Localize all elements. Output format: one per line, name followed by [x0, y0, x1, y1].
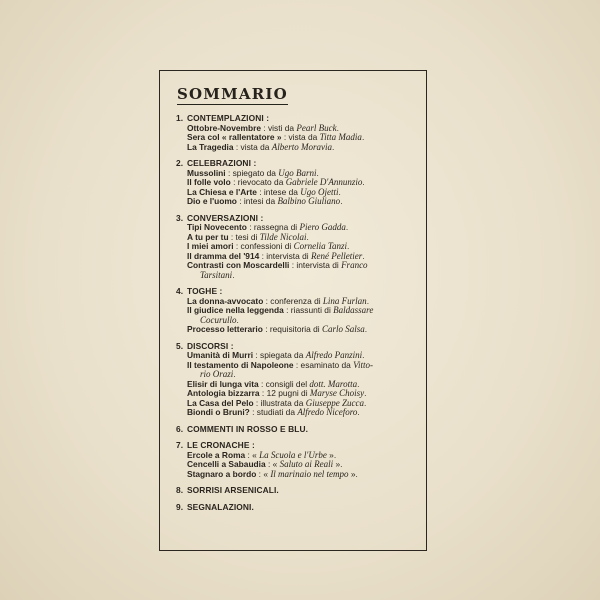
- entry-end: ».: [348, 468, 358, 479]
- entry-title: La Casa del Pelo: [187, 397, 254, 408]
- entry-title: A tu per tu: [187, 231, 229, 242]
- entry-author: Alfredo Niceforo: [297, 407, 358, 417]
- entry-text: : vista da: [281, 132, 320, 142]
- entry-author: René Pelletier: [310, 250, 363, 261]
- entry-text: : intervista di: [289, 260, 342, 270]
- entry-end: .: [233, 369, 236, 379]
- entry-title: Sera col « rallentatore »: [187, 132, 282, 142]
- entry-text: : esaminato da: [293, 359, 354, 370]
- toc-section: [176, 441, 422, 479]
- page-title: SOMMARIO: [177, 85, 288, 103]
- entry-text: : conferenza di: [263, 295, 323, 306]
- toc-entry: [187, 197, 422, 207]
- entry-author: Cocurullo: [200, 314, 237, 325]
- entry-title: Ottobre-Novembre: [187, 122, 261, 133]
- entry-title: Il testamento di Napoleone: [187, 359, 294, 370]
- entry-author: Balbino Giuliano: [277, 196, 341, 206]
- section-number: 6.: [176, 423, 184, 434]
- entry-end: .: [316, 167, 319, 178]
- entry-title: Elisir di lunga vita: [187, 378, 259, 389]
- toc-entry: [187, 325, 422, 335]
- section-items: [187, 297, 422, 335]
- entry-end: .: [340, 196, 343, 206]
- toc-section: [176, 159, 422, 207]
- entry-end: .: [236, 314, 239, 325]
- entry-end: ».: [333, 459, 343, 469]
- entry-end: .: [331, 141, 335, 152]
- entry-author: Franco: [341, 260, 368, 270]
- section-title: CELEBRAZIONI :: [187, 158, 257, 168]
- entry-author: rio Orazi: [200, 369, 234, 379]
- entry-text: : spiegato da: [225, 167, 279, 178]
- entry-author: Saluto ai Reali: [279, 459, 334, 469]
- entry-title: Umanità di Murri: [187, 350, 254, 360]
- section-heading: [176, 425, 422, 435]
- entry-author: Alberto Moravia: [271, 141, 332, 152]
- section-number: 2.: [176, 158, 184, 168]
- entry-title: Mussolini: [187, 167, 226, 178]
- entry-author: Gabriele D'Annunzio: [285, 177, 363, 187]
- entry-end: .: [357, 378, 360, 389]
- section-items: [187, 169, 422, 207]
- entry-text: : tesi di: [228, 231, 260, 242]
- entry-author: Carlo Salsa: [322, 324, 365, 334]
- section-title: CONVERSAZIONI :: [187, 212, 264, 223]
- entry-author: Titta Madia: [319, 132, 362, 142]
- entry-title: La Tragedia: [187, 141, 234, 152]
- entry-title: Contrasti con Moscardelli: [187, 260, 290, 270]
- toc-section: [176, 486, 422, 496]
- toc-section: [176, 214, 422, 281]
- toc-entry: [187, 408, 422, 418]
- section-number: 8.: [176, 485, 184, 495]
- entry-text: : consigli del: [258, 378, 310, 389]
- section-number: 1.: [176, 113, 184, 123]
- entry-author: Cornelia Tanzi: [293, 241, 348, 251]
- section-number: 7.: [176, 440, 184, 450]
- entry-text: : visti da: [261, 122, 297, 133]
- entry-title: Il dramma del '914: [187, 250, 260, 261]
- entry-author: Ugo Ojetti: [300, 186, 339, 197]
- section-title: DISCORSI :: [187, 340, 234, 351]
- entry-title: La Chiesa e l'Arte: [187, 186, 257, 197]
- entry-text: : vista da: [233, 141, 272, 152]
- toc-section: [176, 342, 422, 418]
- entry-end: .: [232, 269, 235, 280]
- entry-end: .: [345, 222, 349, 232]
- entry-author: Lina Furlan: [322, 295, 367, 306]
- section-number: 4.: [176, 286, 184, 296]
- entry-end: .: [347, 241, 350, 251]
- entry-title: I miei amori: [187, 241, 234, 251]
- entry-text: : spiegata da: [253, 350, 306, 360]
- entry-end: .: [366, 295, 370, 306]
- entry-title: Processo letterario: [187, 324, 263, 334]
- entry-text: : intese da: [256, 186, 301, 197]
- entry-author: Baldassare: [333, 305, 374, 315]
- entry-title: Stagnaro a bordo: [187, 468, 257, 479]
- entry-text: : «: [265, 459, 280, 469]
- entry-end: .: [362, 177, 365, 187]
- entry-author: Maryse Choisy: [309, 388, 365, 398]
- entry-text: : rassegna di: [246, 222, 300, 232]
- entry-author: Ugo Barni: [278, 167, 317, 178]
- contents-frame: [159, 70, 427, 551]
- entry-title: Dio e l'uomo: [187, 196, 237, 206]
- entry-end: .: [357, 407, 360, 417]
- entry-title: Biondi o Bruni?: [187, 407, 250, 417]
- toc-section: [176, 425, 422, 435]
- entry-author: Tilde Nicolai: [259, 231, 307, 242]
- toc-entry: [187, 143, 422, 153]
- entry-continuation: [187, 271, 422, 281]
- entry-text: : studiati da: [249, 407, 298, 417]
- toc-section: [176, 503, 422, 513]
- section-title: LE CRONACHE :: [187, 440, 255, 450]
- section-heading: [176, 486, 422, 496]
- entry-title: Il giudice nella leggenda: [187, 305, 284, 315]
- entry-author: Alfredo Panzini: [305, 350, 363, 360]
- entry-text: : intesi da: [236, 196, 278, 206]
- section-items: [187, 351, 422, 418]
- entry-end: .: [363, 397, 367, 408]
- section-title: CONTEMPLAZIONI :: [187, 113, 270, 123]
- section-number: 5.: [176, 340, 184, 351]
- toc-entry: [187, 470, 422, 480]
- section-heading: [176, 503, 422, 513]
- toc-section: [176, 114, 422, 152]
- section-items: [187, 451, 422, 480]
- entry-text: : confessioni di: [233, 241, 294, 251]
- entry-title: Il folle volo: [187, 177, 231, 187]
- entry-end: .: [338, 186, 341, 197]
- section-items: [187, 124, 422, 153]
- entry-end: .: [336, 122, 339, 133]
- entry-title: Cencelli a Sabaudia: [187, 459, 266, 469]
- entry-author: Piero Gadda: [299, 222, 346, 232]
- entry-text: : rievocato da: [230, 177, 286, 187]
- entry-text: : intervista di: [259, 250, 311, 261]
- entry-text: : «: [245, 449, 260, 460]
- toc-section: [176, 287, 422, 335]
- entry-end: .: [362, 350, 365, 360]
- entry-author: Tarsitani: [200, 269, 233, 280]
- entry-title: Tipi Novecento: [187, 222, 247, 232]
- entry-author: dott. Marotta: [309, 378, 358, 389]
- entry-title: La donna-avvocato: [187, 295, 264, 306]
- section-title: COMMENTI IN ROSSO E BLU.: [187, 423, 309, 434]
- section-number: 3.: [176, 212, 184, 223]
- entry-end: ».: [326, 449, 337, 460]
- entry-text: : illustrata da: [253, 397, 306, 408]
- entry-author: Il marinaio nel tempo: [270, 468, 349, 479]
- entry-text: : 12 pugni di: [259, 388, 310, 398]
- entry-author: Pearl Buck: [296, 122, 337, 133]
- entry-text: : riassunti di: [283, 305, 334, 315]
- entry-text: : requisitoria di: [262, 324, 322, 334]
- entry-end: .: [361, 132, 365, 142]
- entry-author: La Scuola e l'Urbe: [259, 449, 327, 460]
- entry-end: .: [306, 231, 309, 242]
- table-of-contents: [176, 114, 422, 519]
- section-title: SORRISI ARSENICALI.: [187, 485, 279, 495]
- section-title: TOGHE :: [187, 286, 223, 296]
- entry-title: Antologia bizzarra: [187, 388, 260, 398]
- section-title: SEGNALAZIONI.: [187, 501, 254, 512]
- entry-end: .: [362, 250, 365, 261]
- entry-text: : «: [256, 468, 271, 479]
- entry-end: .: [364, 388, 367, 398]
- entry-end: .: [364, 324, 368, 334]
- section-number: 9.: [176, 501, 184, 512]
- section-items: [187, 223, 422, 280]
- entry-title: Ercole a Roma: [187, 449, 246, 460]
- entry-author: Giuseppe Zucca: [305, 397, 364, 408]
- entry-author: Vitto-: [353, 359, 373, 370]
